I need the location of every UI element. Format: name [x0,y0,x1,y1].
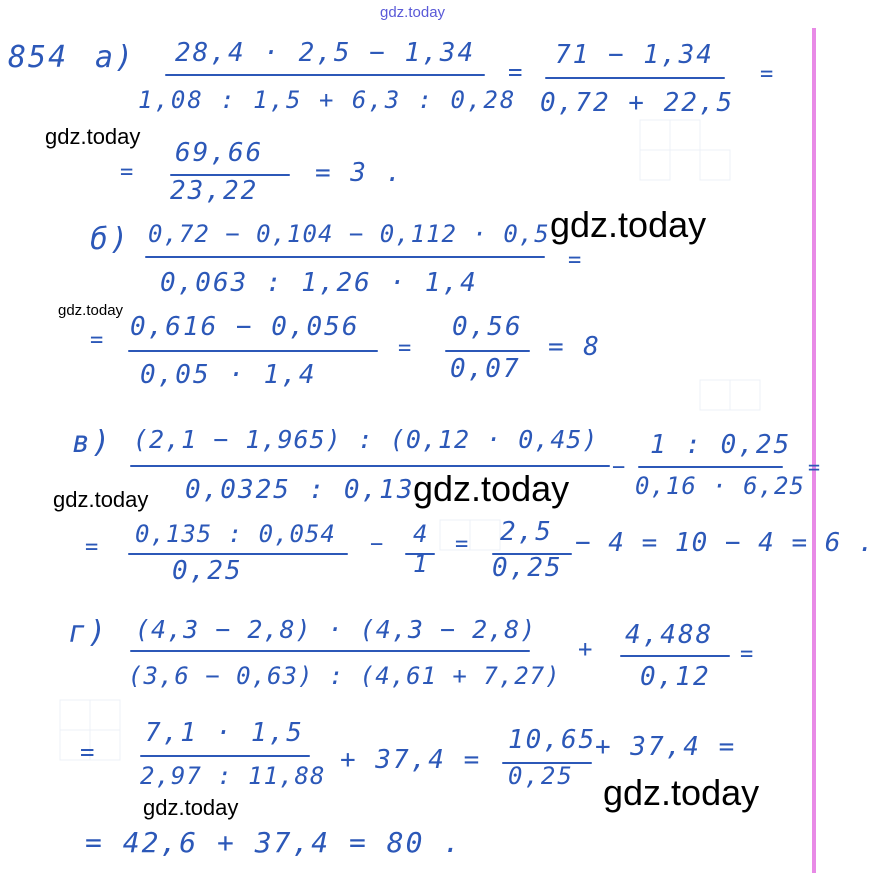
v-line2-numerator-2: 4 [413,520,430,548]
problem-number: 854 [8,40,69,75]
equals-sign: = [508,58,525,86]
g-line1-denominator-2: 0,12 [640,662,711,692]
fraction-bar [130,650,530,652]
b-line2-numerator: 0,616 − 0,056 [130,312,360,342]
page-margin-line [812,28,816,873]
equals-sign: = [455,532,471,557]
equals-sign: = [90,328,106,353]
equals-sign: = [808,455,823,479]
a-line1-denominator-2: 0,72 + 22,5 [540,88,735,118]
part-label-a: а) [95,40,136,75]
v-line1-denominator-2: 0,16 · 6,25 [635,472,805,500]
b-line2-denominator: 0,05 · 1,4 [140,360,317,390]
v-line1-numerator-2: 1 : 0,25 [650,430,792,460]
v-line2-denominator-2: 1 [413,550,430,578]
b-line1-denominator: 0,063 : 1,26 · 1,4 [160,268,478,298]
g-line2-numerator-2: 10,65 [508,725,597,755]
watermark: gdz.today [143,795,239,820]
equals-sign: = [740,642,756,667]
watermark: gdz.today [58,302,124,319]
watermark: gdz.today [413,468,570,509]
a-line1-denominator: 1,08 : 1,5 + 6,3 : 0,28 [138,86,517,114]
watermark: gdz.today [550,204,707,245]
v-result: − 4 = 10 − 4 = 6 . [575,528,875,558]
b-line2-denominator-2: 0,07 [450,354,521,384]
g-line1-denominator: (3,6 − 0,63) : (4,61 + 7,27) [128,662,561,690]
a-line2-numerator: 69,66 [175,138,264,168]
equals-sign: = [398,336,414,361]
fraction-bar [145,256,545,258]
fraction-bar [638,466,783,468]
part-label-g: г) [68,615,109,650]
a-result: = 3 . [315,158,404,188]
b-result: = 8 [548,332,601,362]
fraction-bar [620,655,730,657]
watermark: gdz.today [45,124,141,149]
g-line2-plus-2: + 37,4 = [595,732,737,762]
equals-sign: = [760,62,776,87]
g-line2-denominator: 2,97 : 11,88 [140,762,326,790]
fraction-bar [130,465,610,467]
minus-sign: − [612,455,628,480]
v-line1-numerator: (2,1 − 1,965) : (0,12 · 0,45) [133,425,599,454]
fraction-bar [165,74,485,76]
b-line2-numerator-2: 0,56 [452,312,523,342]
part-label-v: в) [72,425,113,460]
equals-sign: = [85,535,101,560]
a-line2-denominator: 23,22 [170,176,259,206]
g-line2-denominator-2: 0,25 [508,762,574,790]
g-line2-plus: + 37,4 = [340,745,482,775]
v-line2-denominator-3: 0,25 [492,553,563,583]
g-line2-numerator: 7,1 · 1,5 [145,718,304,748]
v-line2-numerator-3: 2,5 [500,517,553,547]
minus-sign: − [370,532,386,557]
fraction-bar [140,755,310,757]
watermark: gdz.today [53,487,149,512]
fraction-bar [128,350,378,352]
plus-sign: + [578,635,595,663]
v-line2-denominator: 0,25 [172,556,243,586]
b-line1-numerator: 0,72 − 0,104 − 0,112 · 0,5 [148,220,550,248]
equals-sign: = [80,738,97,766]
fraction-bar [445,350,530,352]
watermark: gdz.today [603,772,760,813]
v-line2-numerator: 0,135 : 0,054 [135,520,336,548]
fraction-bar [545,77,725,79]
g-result: = 42,6 + 37,4 = 80 . [85,826,463,859]
part-label-b: б) [90,222,131,257]
equals-sign: = [568,248,584,273]
a-line1-numerator-2: 71 − 1,34 [555,40,714,70]
equals-sign: = [120,160,136,185]
g-line1-numerator-2: 4,488 [625,620,714,650]
g-line1-numerator: (4,3 − 2,8) · (4,3 − 2,8) [135,615,537,644]
v-line1-denominator: 0,0325 : 0,13 [185,475,415,505]
a-line1-numerator: 28,4 · 2,5 − 1,34 [175,38,476,68]
fraction-bar [128,553,348,555]
watermark-top: gdz.today [380,4,446,21]
